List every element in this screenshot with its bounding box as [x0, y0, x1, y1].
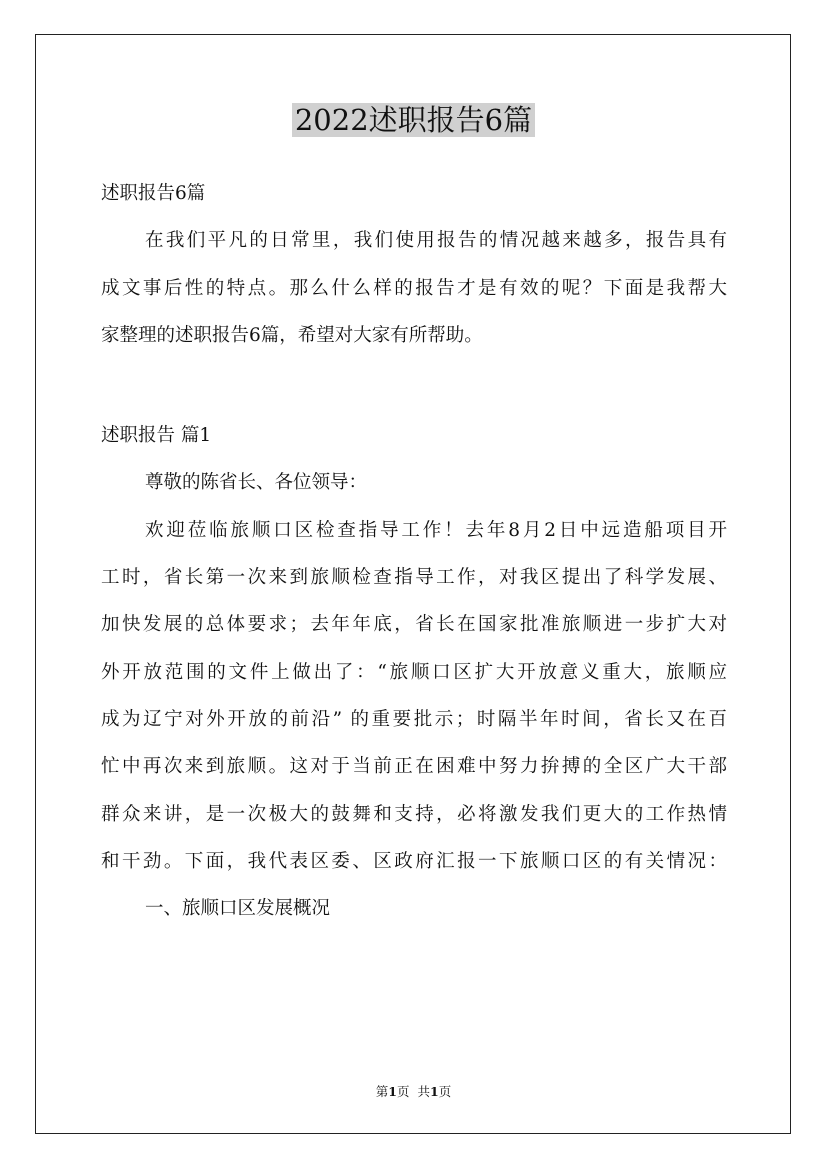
body-line: 群众来讲，是一次极大的鼓舞和支持，必将激发我们更大的工作热情: [101, 803, 727, 825]
document-subtitle: 述职报告6篇: [101, 183, 206, 204]
intro-line: 成文事后性的特点。那么什么样的报告才是有效的呢？下面是我帮大: [101, 277, 727, 299]
paragraph-gap: [101, 364, 727, 417]
salutation: 尊敬的陈省长、各位领导：: [145, 472, 368, 494]
footer-page-number: 1: [388, 1084, 397, 1099]
intro-line: 在我们平凡的日常里，我们使用报告的情况越来越多，报告具有: [145, 230, 727, 252]
footer-total-suffix: 页: [438, 1084, 452, 1099]
footer-page-prefix: 第: [375, 1084, 389, 1099]
section-heading: 述职报告 篇1: [101, 425, 212, 447]
intro-line: 家整理的述职报告6篇，希望对大家有所帮助。: [101, 324, 483, 346]
footer-total-pages: 1: [429, 1084, 439, 1099]
body-line: 欢迎莅临旅顺口区检查指导工作！去年8月2日中远造船项目开: [145, 519, 727, 541]
body-line: 成为辽宁对外开放的前沿” 的重要批示；时隔半年时间，省长又在百: [101, 708, 727, 730]
body-line: 忙中再次来到旅顺。这对于当前正在困难中努力拚搏的全区广大干部: [101, 756, 727, 778]
body-line: 和干劲。下面，我代表区委、区政府汇报一下旅顺口区的有关情况：: [101, 850, 727, 872]
body-line: 加快发展的总体要求；去年年底，省长在国家批准旅顺进一步扩大对: [101, 614, 727, 636]
document-title: [0, 100, 827, 140]
page-footer: [0, 1083, 827, 1101]
footer-page-suffix: 页: [397, 1084, 410, 1099]
document-title-text: 2022述职报告6篇: [292, 103, 535, 137]
body-line: 外开放范围的文件上做出了：“旅顺口区扩大开放意义重大，旅顺应: [101, 661, 727, 683]
body-line: 工时，省长第一次来到旅顺检查指导工作，对我区提出了科学发展、: [101, 567, 727, 589]
document-body: [101, 175, 727, 937]
footer-total-prefix: 共: [417, 1084, 430, 1099]
subheading: 一、旅顺口区发展概况: [145, 898, 331, 920]
